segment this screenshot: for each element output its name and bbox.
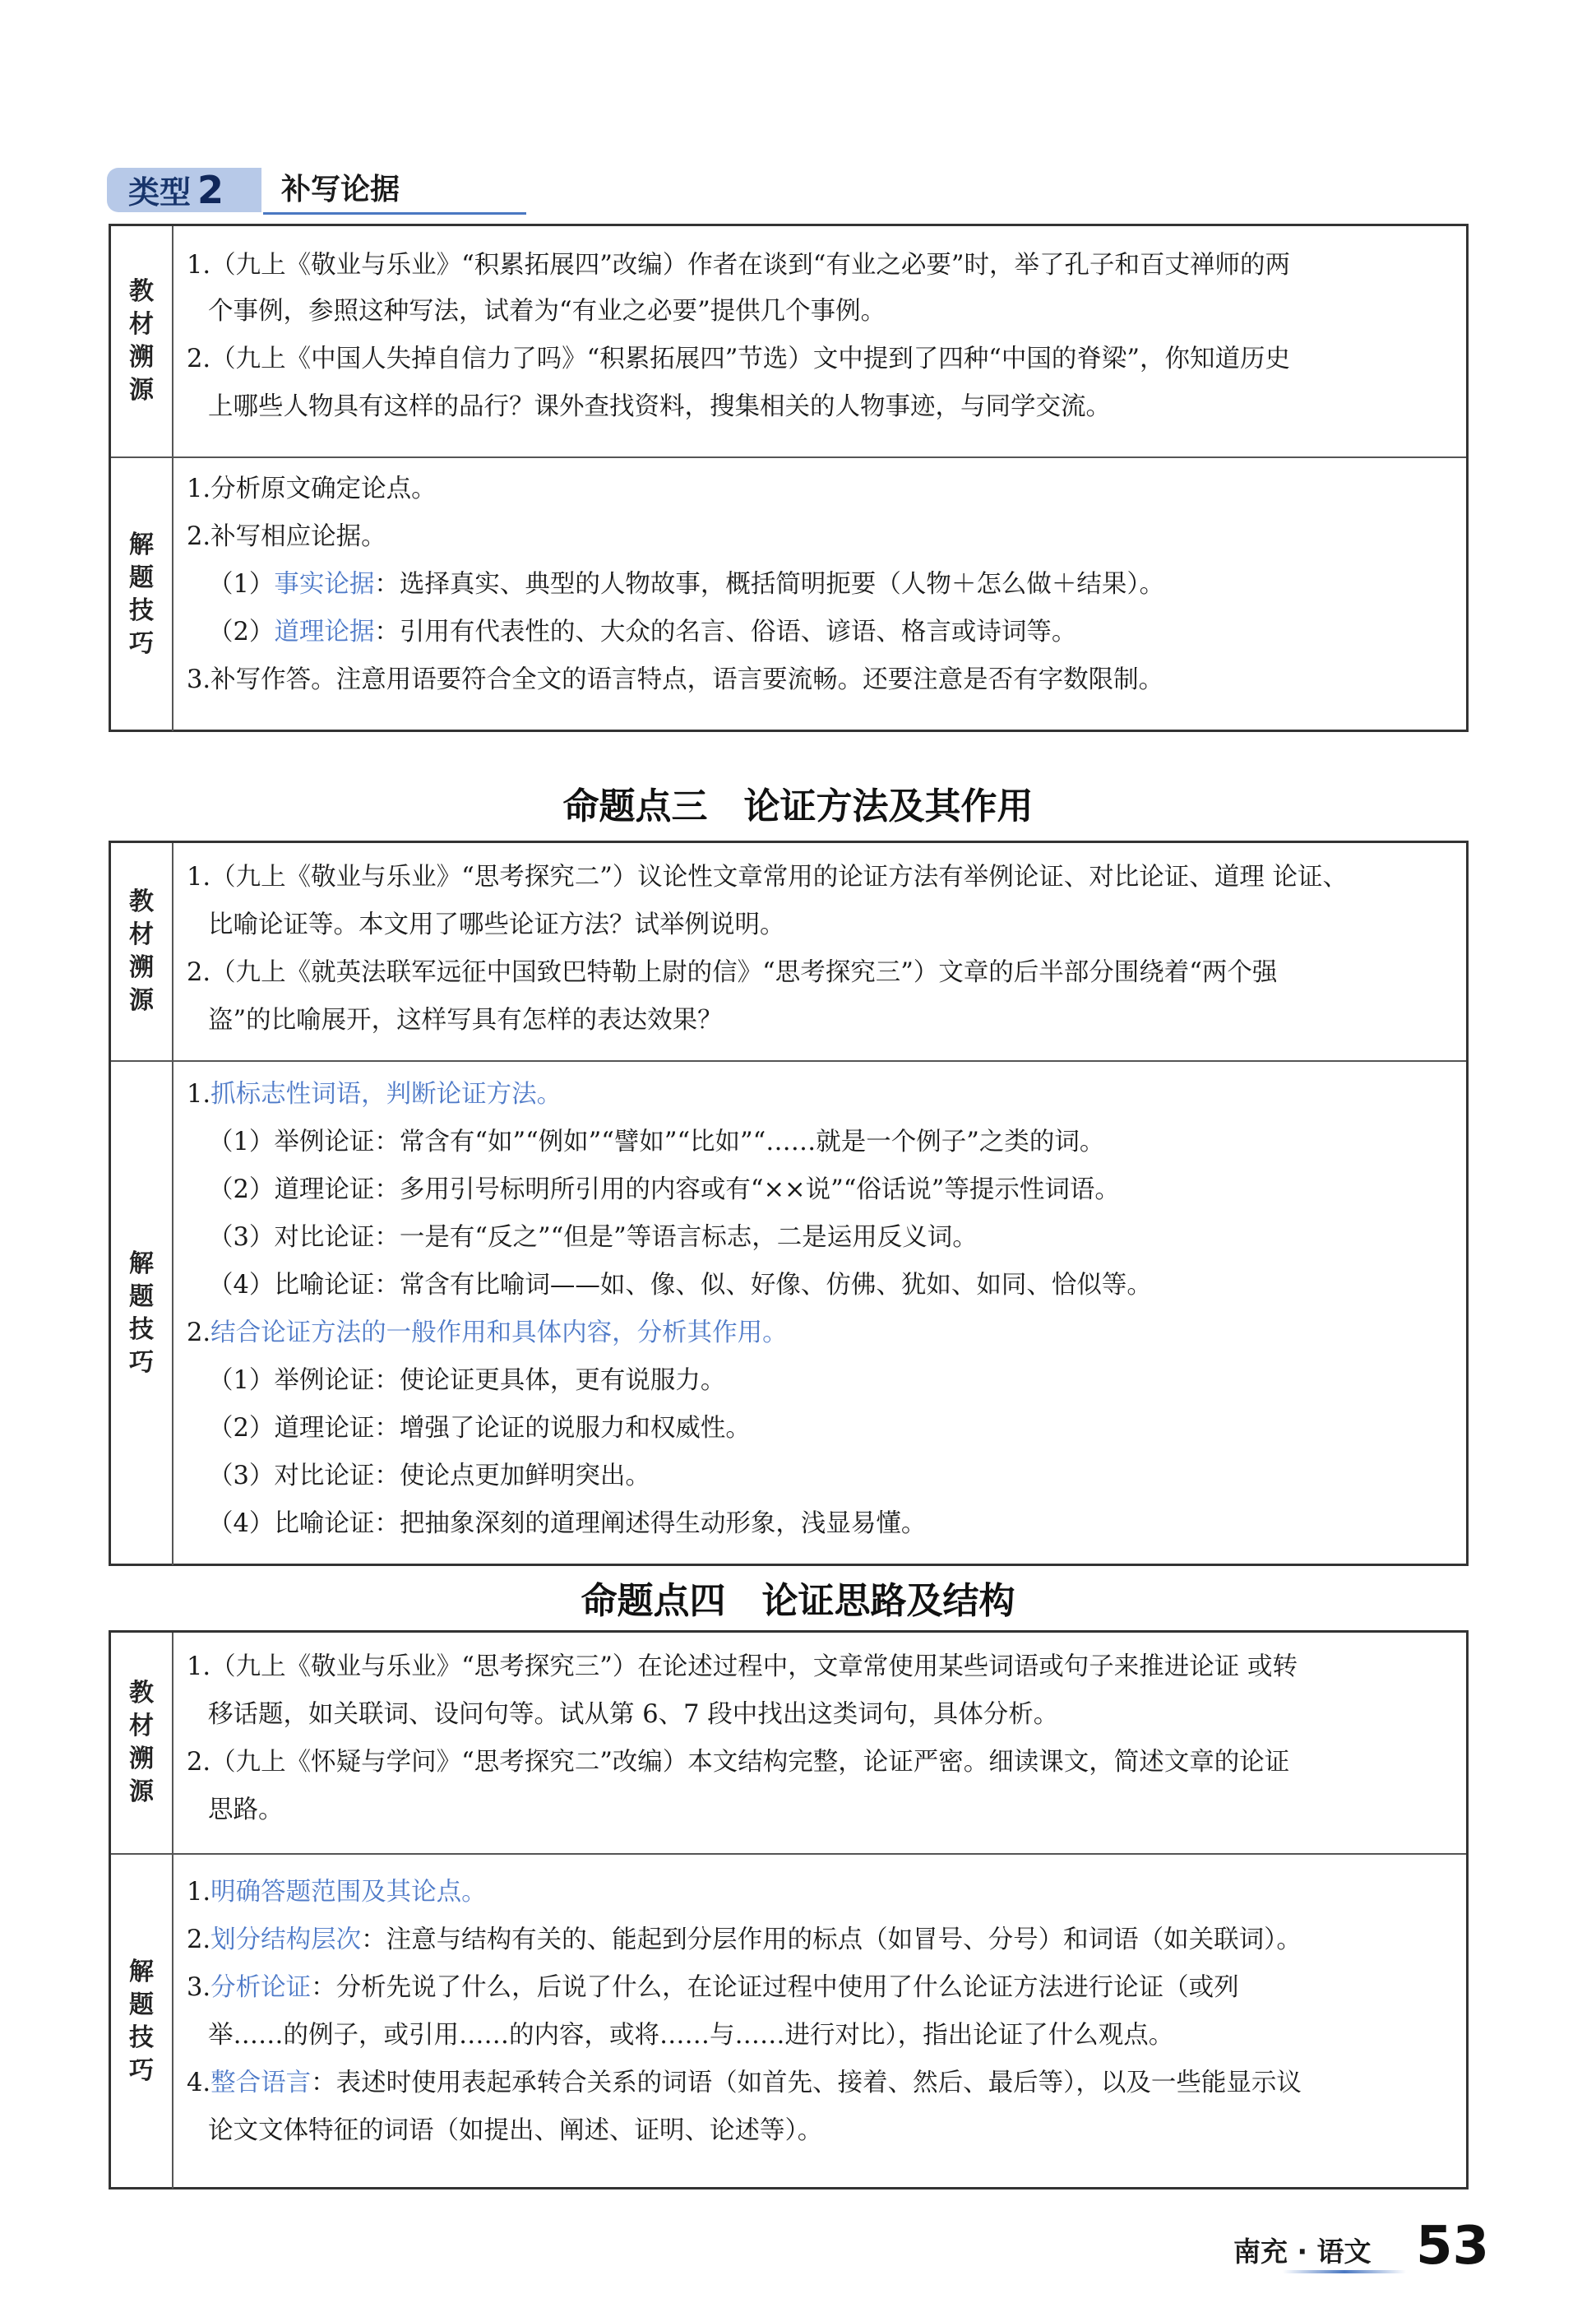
section-title-3: 命题点三 论证方法及其作用 [562,785,1034,827]
point3-skill-row [111,1060,1466,1565]
source-line: 思路。 [208,1796,284,1824]
source-line: 2.（九上《就英法联军远征中国致巴特勒上尉的信》“思考探究三”）文章的后半部分围绕着“两个强 [187,958,1278,987]
section-title-4: 命题点四 论证思路及结构 [581,1580,1015,1622]
type-badge [107,168,261,212]
skill-line: 1.抓标志性词语，判断论证方法。 [187,1080,562,1109]
skill-label: 解题技巧 [111,1855,173,2189]
skill-line: （4）比喻论证：把抽象深刻的道理阐述得生动形象，浅显易懂。 [208,1509,927,1538]
source-line: 1.（九上《敬业与乐业》“思考探究二”）议论性文章常用的论证方法有举例论证、对比论证、道理 论证、 [187,863,1348,892]
skill-label: 解题技巧 [111,1062,173,1565]
page-footer [1233,2214,1497,2280]
skill-line: 举……的例子，或引用……的内容，或将……与……进行对比），指出论证了什么观点。 [208,2021,1174,2050]
point4-source-row [111,1633,1466,1853]
skill-line: （4）比喻论证：常含有比喻词——如、像、似、好像、仿佛、犹如、如同、恰似等。 [208,1271,1152,1300]
type2-source-row [111,226,1466,456]
skill-line: 2.补写相应论据。 [187,522,386,551]
point4-skill-row [111,1853,1466,2189]
skill-line: 1.明确答题范围及其论点。 [187,1878,487,1907]
point3-box [109,841,1469,1566]
type2-skill-row [111,456,1466,731]
type2-box [109,224,1469,732]
point4-box [109,1630,1469,2189]
skill-line: 4.整合语言：表述时使用表起承转合关系的词语（如首先、接着、然后、最后等），以及一些能显示议 [187,2069,1302,2097]
skill-line: 3.分析论证：分析先说了什么，后说了什么，在论证过程中使用了什么论证方法进行论证（或列 [187,1973,1239,2002]
source-line: 上哪些人物具有这样的品行？课外查找资料，搜集相关的人物事迹，与同学交流。 [208,392,1111,421]
skill-line: （1）事实论据：选择真实、典型的人物故事，概括简明扼要（人物＋怎么做＋结果）。 [208,570,1165,599]
point3-source-row [111,843,1466,1060]
type-badge-number: 2 [197,168,224,212]
source-label: 教材溯源 [111,226,173,456]
page-number: 53 [1416,2216,1490,2277]
skill-line: 2.结合论证方法的一般作用和具体内容，分析其作用。 [187,1318,788,1347]
skill-line: 2.划分结构层次：注意与结构有关的、能起到分层作用的标点（如冒号、分号）和词语（如关联词）。 [187,1925,1302,1954]
skill-line: （1）举例论证：使论证更具体，更有说服力。 [208,1366,726,1395]
source-line: 盗”的比喻展开，这样写具有怎样的表达效果？ [208,1006,723,1035]
type-heading [107,164,1472,217]
skill-line: 3.补写作答。注意用语要符合全文的语言特点，语言要流畅。还要注意是否有字数限制。 [187,665,1164,694]
skill-line: 论文文体特征的词语（如提出、阐述、证明、论述等）。 [208,2116,823,2145]
source-label: 教材溯源 [111,1633,173,1853]
footer-underline [1283,2270,1406,2273]
skill-line: 1.分析原文确定论点。 [187,475,437,503]
type-title: 补写论据 [281,173,400,206]
skill-line: （2）道理论证：增强了论证的说服力和权威性。 [208,1414,751,1443]
type-badge-text: 类型 [128,174,192,211]
type-underline [263,212,526,215]
skill-line: （2）道理论据：引用有代表性的、大众的名言、俗语、谚语、格言或诗词等。 [208,618,1077,646]
source-line: 移话题，如关联词、设问句等。试从第 6、7 段中找出这类词句，具体分析。 [208,1700,1059,1729]
source-label: 教材溯源 [111,843,173,1060]
skill-line: （3）对比论证：使论点更加鲜明突出。 [208,1462,650,1490]
source-line: 1.（九上《敬业与乐业》“思考探究三”）在论述过程中，文章常使用某些词语或句子来推进论证 或转 [187,1652,1298,1681]
source-line: 2.（九上《怀疑与学问》“思考探究二”改编）本文结构完整，论证严密。细读课文，简述文章的论证 [187,1748,1290,1777]
footer-subject: 南充 · 语文 [1233,2236,1372,2268]
skill-label: 解题技巧 [111,458,173,731]
source-line: 个事例，参照这种写法，试着为“有业之必要”提供几个事例。 [208,297,886,326]
skill-line: （1）举例论证：常含有“如”“例如”“譬如”“比如”“……就是一个例子”之类的词。 [208,1128,1105,1156]
skill-line: （2）道理论证：多用引号标明所引用的内容或有“××说”“俗话说”等提示性词语。 [208,1175,1120,1204]
skill-line: （3）对比论证：一是有“反之”“但是”等语言标志，二是运用反义词。 [208,1223,978,1252]
source-line: 比喻论证等。本文用了哪些论证方法？试举例说明。 [208,911,785,939]
source-line: 1.（九上《敬业与乐业》“积累拓展四”改编）作者在谈到“有业之必要”时，举了孔子和百丈禅师的两 [187,251,1290,280]
source-line: 2.（九上《中国人失掉自信力了吗》“积累拓展四”节选）文中提到了四种“中国的脊梁”，你知道历史 [187,345,1290,373]
